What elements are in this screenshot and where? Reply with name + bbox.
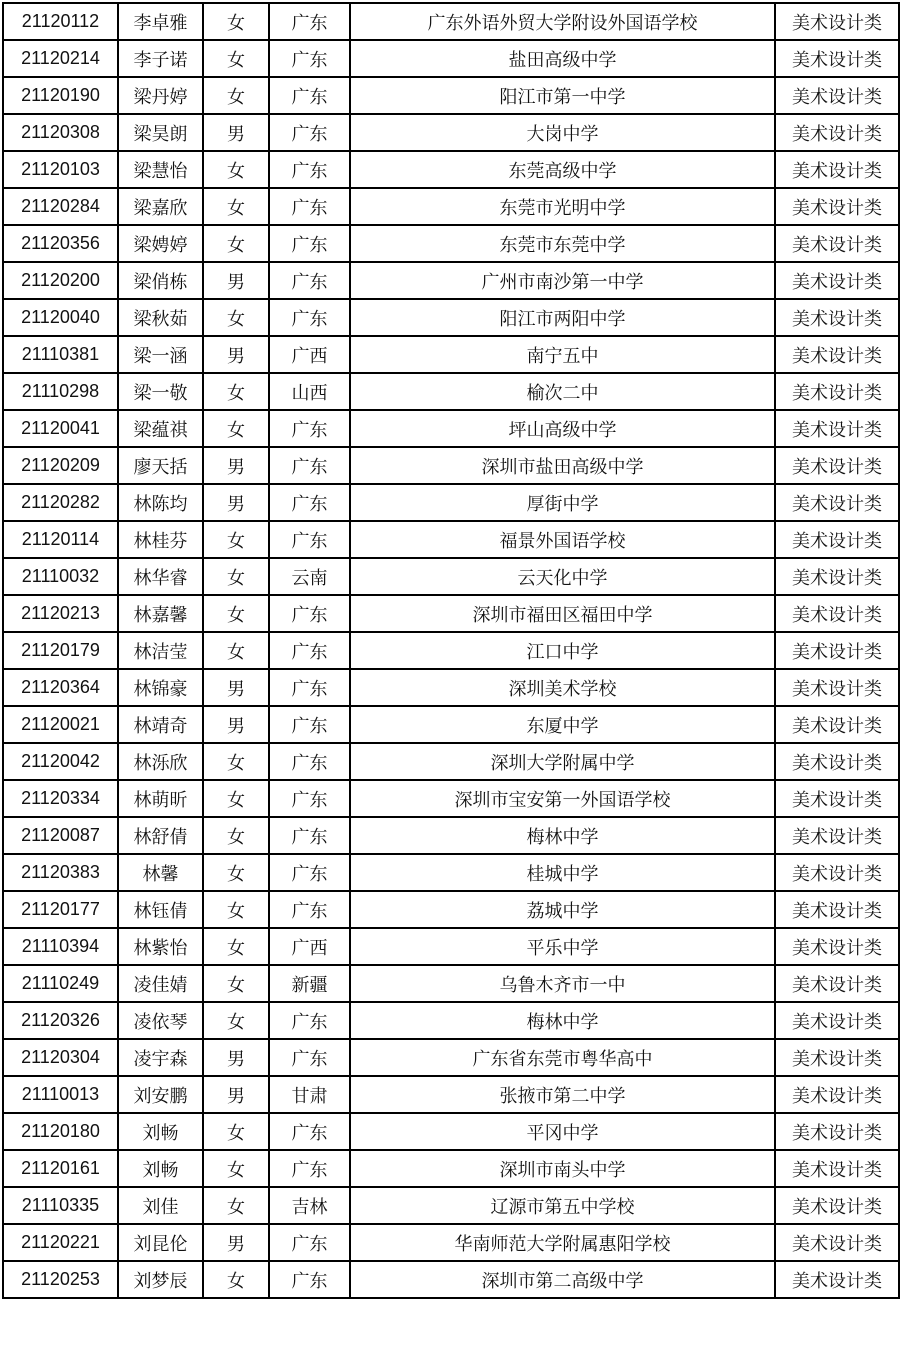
student-id-cell: 21120114: [3, 521, 118, 558]
category-cell: 美术设计类: [775, 373, 899, 410]
table-row: [3, 1261, 899, 1298]
province-cell: 广东: [269, 1113, 350, 1150]
student-name-cell: 梁一敬: [118, 373, 203, 410]
gender-cell: 女: [203, 1187, 269, 1224]
table-row: [3, 743, 899, 780]
student-name-cell: 林馨: [118, 854, 203, 891]
student-name-cell: 刘畅: [118, 1113, 203, 1150]
school-cell: 东莞市东莞中学: [350, 225, 775, 262]
province-cell: 广东: [269, 595, 350, 632]
table-row: [3, 1002, 899, 1039]
student-id-cell: 21110381: [3, 336, 118, 373]
table-row: [3, 410, 899, 447]
province-cell: 广东: [269, 225, 350, 262]
table-row: [3, 336, 899, 373]
table-row: [3, 447, 899, 484]
table-row: [3, 521, 899, 558]
student-id-cell: 21120087: [3, 817, 118, 854]
student-name-cell: 梁嘉欣: [118, 188, 203, 225]
school-cell: 广东省东莞市粤华高中: [350, 1039, 775, 1076]
student-name-cell: 凌宇森: [118, 1039, 203, 1076]
province-cell: 广东: [269, 262, 350, 299]
table-row: [3, 669, 899, 706]
category-cell: 美术设计类: [775, 1150, 899, 1187]
student-id-cell: 21110298: [3, 373, 118, 410]
student-name-cell: 林华睿: [118, 558, 203, 595]
school-cell: 乌鲁木齐市一中: [350, 965, 775, 1002]
student-id-cell: 21120103: [3, 151, 118, 188]
category-cell: 美术设计类: [775, 447, 899, 484]
student-id-cell: 21120180: [3, 1113, 118, 1150]
category-cell: 美术设计类: [775, 780, 899, 817]
student-table: [2, 2, 900, 1299]
student-id-cell: 21120282: [3, 484, 118, 521]
student-id-cell: 21120042: [3, 743, 118, 780]
gender-cell: 女: [203, 40, 269, 77]
student-name-cell: 刘昆伦: [118, 1224, 203, 1261]
province-cell: 广东: [269, 410, 350, 447]
school-cell: 荔城中学: [350, 891, 775, 928]
student-name-cell: 凌依琴: [118, 1002, 203, 1039]
school-cell: 福景外国语学校: [350, 521, 775, 558]
gender-cell: 女: [203, 891, 269, 928]
school-cell: 东莞高级中学: [350, 151, 775, 188]
gender-cell: 女: [203, 299, 269, 336]
category-cell: 美术设计类: [775, 299, 899, 336]
province-cell: 云南: [269, 558, 350, 595]
category-cell: 美术设计类: [775, 706, 899, 743]
gender-cell: 女: [203, 558, 269, 595]
table-row: [3, 558, 899, 595]
school-cell: 平冈中学: [350, 1113, 775, 1150]
table-row: [3, 114, 899, 151]
table-row: [3, 40, 899, 77]
category-cell: 美术设计类: [775, 1224, 899, 1261]
student-id-cell: 21120308: [3, 114, 118, 151]
school-cell: 深圳市盐田高级中学: [350, 447, 775, 484]
student-name-cell: 刘佳: [118, 1187, 203, 1224]
province-cell: 广西: [269, 336, 350, 373]
gender-cell: 女: [203, 188, 269, 225]
category-cell: 美术设计类: [775, 114, 899, 151]
student-id-cell: 21110249: [3, 965, 118, 1002]
gender-cell: 女: [203, 1002, 269, 1039]
student-name-cell: 凌佳婧: [118, 965, 203, 1002]
province-cell: 广东: [269, 1224, 350, 1261]
student-id-cell: 21120214: [3, 40, 118, 77]
student-id-cell: 21120326: [3, 1002, 118, 1039]
student-id-cell: 21120179: [3, 632, 118, 669]
student-id-cell: 21120334: [3, 780, 118, 817]
table-row: [3, 595, 899, 632]
category-cell: 美术设计类: [775, 521, 899, 558]
gender-cell: 女: [203, 1150, 269, 1187]
student-id-cell: 21120021: [3, 706, 118, 743]
province-cell: 广东: [269, 743, 350, 780]
student-id-cell: 21110032: [3, 558, 118, 595]
category-cell: 美术设计类: [775, 965, 899, 1002]
province-cell: 新疆: [269, 965, 350, 1002]
category-cell: 美术设计类: [775, 484, 899, 521]
student-name-cell: 林洁莹: [118, 632, 203, 669]
student-id-cell: 21120383: [3, 854, 118, 891]
category-cell: 美术设计类: [775, 558, 899, 595]
school-cell: 桂城中学: [350, 854, 775, 891]
student-name-cell: 林紫怡: [118, 928, 203, 965]
table-row: [3, 1113, 899, 1150]
gender-cell: 男: [203, 1076, 269, 1113]
gender-cell: 男: [203, 1224, 269, 1261]
table-row: [3, 373, 899, 410]
category-cell: 美术设计类: [775, 1261, 899, 1298]
student-id-cell: 21120221: [3, 1224, 118, 1261]
category-cell: 美术设计类: [775, 1039, 899, 1076]
student-id-cell: 21110013: [3, 1076, 118, 1113]
province-cell: 广东: [269, 1002, 350, 1039]
gender-cell: 女: [203, 521, 269, 558]
student-name-cell: 李子诺: [118, 40, 203, 77]
province-cell: 广西: [269, 928, 350, 965]
table-row: [3, 854, 899, 891]
table-row: [3, 484, 899, 521]
student-id-cell: 21120112: [3, 3, 118, 40]
gender-cell: 女: [203, 854, 269, 891]
province-cell: 广东: [269, 40, 350, 77]
category-cell: 美术设计类: [775, 151, 899, 188]
table-row: [3, 299, 899, 336]
school-cell: 榆次二中: [350, 373, 775, 410]
province-cell: 广东: [269, 706, 350, 743]
school-cell: 坪山高级中学: [350, 410, 775, 447]
gender-cell: 男: [203, 114, 269, 151]
province-cell: 广东: [269, 188, 350, 225]
student-id-cell: 21110394: [3, 928, 118, 965]
school-cell: 厚街中学: [350, 484, 775, 521]
gender-cell: 女: [203, 373, 269, 410]
category-cell: 美术设计类: [775, 3, 899, 40]
province-cell: 广东: [269, 854, 350, 891]
category-cell: 美术设计类: [775, 262, 899, 299]
gender-cell: 男: [203, 262, 269, 299]
student-table-body: [3, 3, 899, 1298]
school-cell: 江口中学: [350, 632, 775, 669]
gender-cell: 女: [203, 817, 269, 854]
student-id-cell: 21110335: [3, 1187, 118, 1224]
table-row: [3, 1076, 899, 1113]
table-row: [3, 188, 899, 225]
student-name-cell: 林嘉馨: [118, 595, 203, 632]
table-row: [3, 3, 899, 40]
province-cell: 广东: [269, 1150, 350, 1187]
gender-cell: 男: [203, 336, 269, 373]
table-row: [3, 1224, 899, 1261]
gender-cell: 女: [203, 928, 269, 965]
school-cell: 华南师范大学附属惠阳学校: [350, 1224, 775, 1261]
province-cell: 甘肃: [269, 1076, 350, 1113]
province-cell: 广东: [269, 780, 350, 817]
table-row: [3, 77, 899, 114]
gender-cell: 男: [203, 1039, 269, 1076]
school-cell: 梅林中学: [350, 817, 775, 854]
category-cell: 美术设计类: [775, 1002, 899, 1039]
school-cell: 深圳美术学校: [350, 669, 775, 706]
student-id-cell: 21120356: [3, 225, 118, 262]
school-cell: 深圳市宝安第一外国语学校: [350, 780, 775, 817]
province-cell: 广东: [269, 447, 350, 484]
student-name-cell: 梁俏栋: [118, 262, 203, 299]
gender-cell: 女: [203, 77, 269, 114]
table-row: [3, 151, 899, 188]
table-row: [3, 817, 899, 854]
category-cell: 美术设计类: [775, 1113, 899, 1150]
category-cell: 美术设计类: [775, 1187, 899, 1224]
school-cell: 深圳市第二高级中学: [350, 1261, 775, 1298]
gender-cell: 女: [203, 3, 269, 40]
table-row: [3, 225, 899, 262]
student-name-cell: 梁秋茹: [118, 299, 203, 336]
student-id-cell: 21120200: [3, 262, 118, 299]
gender-cell: 女: [203, 965, 269, 1002]
category-cell: 美术设计类: [775, 410, 899, 447]
school-cell: 广州市南沙第一中学: [350, 262, 775, 299]
category-cell: 美术设计类: [775, 77, 899, 114]
category-cell: 美术设计类: [775, 336, 899, 373]
student-name-cell: 林靖奇: [118, 706, 203, 743]
province-cell: 广东: [269, 299, 350, 336]
gender-cell: 男: [203, 447, 269, 484]
province-cell: 广东: [269, 632, 350, 669]
school-cell: 梅林中学: [350, 1002, 775, 1039]
gender-cell: 女: [203, 1261, 269, 1298]
student-name-cell: 刘畅: [118, 1150, 203, 1187]
category-cell: 美术设计类: [775, 669, 899, 706]
school-cell: 盐田高级中学: [350, 40, 775, 77]
school-cell: 深圳市福田区福田中学: [350, 595, 775, 632]
student-id-cell: 21120040: [3, 299, 118, 336]
category-cell: 美术设计类: [775, 928, 899, 965]
student-name-cell: 林陈均: [118, 484, 203, 521]
student-id-cell: 21120161: [3, 1150, 118, 1187]
student-name-cell: 廖天括: [118, 447, 203, 484]
province-cell: 广东: [269, 521, 350, 558]
gender-cell: 女: [203, 410, 269, 447]
student-name-cell: 林泺欣: [118, 743, 203, 780]
student-name-cell: 刘梦辰: [118, 1261, 203, 1298]
gender-cell: 男: [203, 669, 269, 706]
student-name-cell: 林桂芬: [118, 521, 203, 558]
category-cell: 美术设计类: [775, 1076, 899, 1113]
gender-cell: 女: [203, 780, 269, 817]
table-row: [3, 965, 899, 1002]
category-cell: 美术设计类: [775, 632, 899, 669]
province-cell: 广东: [269, 817, 350, 854]
category-cell: 美术设计类: [775, 188, 899, 225]
student-name-cell: 林钰倩: [118, 891, 203, 928]
province-cell: 山西: [269, 373, 350, 410]
school-cell: 辽源市第五中学校: [350, 1187, 775, 1224]
table-row: [3, 632, 899, 669]
table-row: [3, 891, 899, 928]
table-row: [3, 262, 899, 299]
student-id-cell: 21120190: [3, 77, 118, 114]
gender-cell: 女: [203, 595, 269, 632]
student-name-cell: 林舒倩: [118, 817, 203, 854]
category-cell: 美术设计类: [775, 595, 899, 632]
gender-cell: 女: [203, 743, 269, 780]
gender-cell: 女: [203, 151, 269, 188]
table-row: [3, 706, 899, 743]
student-id-cell: 21120213: [3, 595, 118, 632]
category-cell: 美术设计类: [775, 743, 899, 780]
school-cell: 阳江市两阳中学: [350, 299, 775, 336]
student-id-cell: 21120209: [3, 447, 118, 484]
category-cell: 美术设计类: [775, 817, 899, 854]
province-cell: 吉林: [269, 1187, 350, 1224]
province-cell: 广东: [269, 669, 350, 706]
student-name-cell: 梁蕴祺: [118, 410, 203, 447]
student-name-cell: 梁娉婷: [118, 225, 203, 262]
category-cell: 美术设计类: [775, 891, 899, 928]
school-cell: 东莞市光明中学: [350, 188, 775, 225]
category-cell: 美术设计类: [775, 854, 899, 891]
student-name-cell: 林萌昕: [118, 780, 203, 817]
table-row: [3, 780, 899, 817]
school-cell: 东厦中学: [350, 706, 775, 743]
student-id-cell: 21120364: [3, 669, 118, 706]
table-row: [3, 928, 899, 965]
school-cell: 大岗中学: [350, 114, 775, 151]
school-cell: 平乐中学: [350, 928, 775, 965]
student-id-cell: 21120253: [3, 1261, 118, 1298]
gender-cell: 男: [203, 484, 269, 521]
school-cell: 阳江市第一中学: [350, 77, 775, 114]
student-id-cell: 21120177: [3, 891, 118, 928]
student-name-cell: 梁丹婷: [118, 77, 203, 114]
school-cell: 张掖市第二中学: [350, 1076, 775, 1113]
province-cell: 广东: [269, 1261, 350, 1298]
student-id-cell: 21120304: [3, 1039, 118, 1076]
school-cell: 广东外语外贸大学附设外国语学校: [350, 3, 775, 40]
gender-cell: 男: [203, 706, 269, 743]
province-cell: 广东: [269, 151, 350, 188]
gender-cell: 女: [203, 225, 269, 262]
gender-cell: 女: [203, 1113, 269, 1150]
school-cell: 深圳市南头中学: [350, 1150, 775, 1187]
school-cell: 南宁五中: [350, 336, 775, 373]
table-row: [3, 1039, 899, 1076]
category-cell: 美术设计类: [775, 225, 899, 262]
province-cell: 广东: [269, 891, 350, 928]
school-cell: 云天化中学: [350, 558, 775, 595]
student-id-cell: 21120041: [3, 410, 118, 447]
student-name-cell: 林锦豪: [118, 669, 203, 706]
student-name-cell: 梁慧怡: [118, 151, 203, 188]
province-cell: 广东: [269, 3, 350, 40]
school-cell: 深圳大学附属中学: [350, 743, 775, 780]
table-row: [3, 1187, 899, 1224]
province-cell: 广东: [269, 114, 350, 151]
student-name-cell: 梁昊朗: [118, 114, 203, 151]
gender-cell: 女: [203, 632, 269, 669]
table-row: [3, 1150, 899, 1187]
student-name-cell: 刘安鹏: [118, 1076, 203, 1113]
category-cell: 美术设计类: [775, 40, 899, 77]
province-cell: 广东: [269, 77, 350, 114]
student-name-cell: 梁一涵: [118, 336, 203, 373]
student-name-cell: 李卓雅: [118, 3, 203, 40]
student-id-cell: 21120284: [3, 188, 118, 225]
province-cell: 广东: [269, 484, 350, 521]
province-cell: 广东: [269, 1039, 350, 1076]
